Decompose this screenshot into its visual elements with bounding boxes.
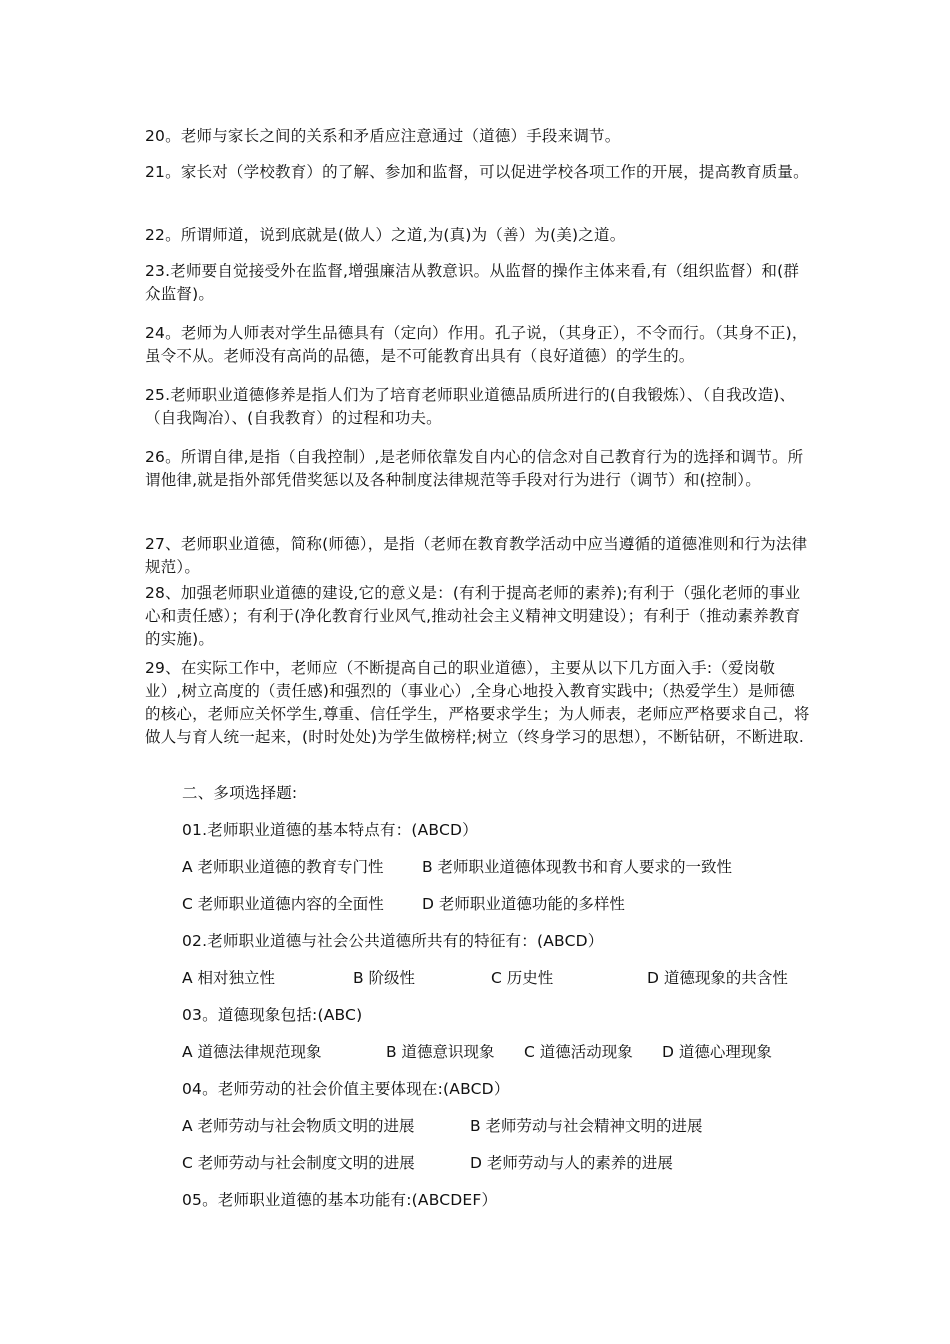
item-24: 24。老师为人师表对学生品德具有（定向）作用。孔子说，（其身正），不令而行。（其身不正)，虽令不从。老师没有高尚的品德，是不可能教育出具有（良好道德）的学生的。 — [145, 324, 808, 365]
mc-04-stem: 04。老师劳动的社会价值主要体现在:(ABCD） — [182, 1080, 510, 1098]
mc-04-option-d: D 老师劳动与人的素养的进展 — [470, 1154, 673, 1172]
mc-05-stem: 05。老师职业道德的基本功能有:(ABCDEF） — [182, 1191, 498, 1209]
mc-01-option-b: B 老师职业道德体现教书和育人要求的一致性 — [422, 858, 733, 876]
item-21: 21。家长对（学校教育）的了解、参加和监督，可以促进学校各项工作的开展，提高教育质量。 — [145, 163, 809, 181]
mc-02-option-a: A 相对独立性 — [182, 969, 276, 987]
item-28: 28、加强老师职业道德的建设,它的意义是：(有利于提高老师的素养);有利于（强化老师的事业心和责任感）；有利于(净化教育行业风气,推动社会主义精神文明建设）；有利于（推动素养教育的实施)。 — [145, 584, 801, 648]
mc-03-option-c: C 道德活动现象 — [524, 1043, 633, 1061]
item-29: 29、在实际工作中，老师应（不断提高自己的职业道德），主要从以下几方面入手:（爱岗敬业）,树立高度的（责任感)和强烈的（事业心）,全身心地投入教育实践中;（热爱学生）是师德的核心，老师应关怀学生,尊重、信任学生，严格要求学生；为人师表，老师应严格要求自己，将做人与育人统一起来，(时时处处)为学生做榜样;树立（终身学习的思想），不断钻研，不断进取. — [145, 659, 810, 746]
mc-04-option-c: C 老师劳动与社会制度文明的进展 — [182, 1154, 415, 1172]
mc-03-option-b: B 道德意识现象 — [386, 1043, 495, 1061]
mc-04-option-b: B 老师劳动与社会精神文明的进展 — [470, 1117, 703, 1135]
item-23: 23.老师要自觉接受外在监督,增强廉洁从教意识。从监督的操作主体来看,有（组织监督）和(群众监督)。 — [145, 262, 800, 303]
mc-03-option-d: D 道德心理现象 — [662, 1043, 772, 1061]
mc-03-stem: 03。道德现象包括:(ABC) — [182, 1006, 363, 1024]
mc-02-option-d: D 道德现象的共含性 — [647, 969, 788, 987]
mc-04-option-a: A 老师劳动与社会物质文明的进展 — [182, 1117, 415, 1135]
item-22: 22。所谓师道，说到底就是(做人）之道,为(真)为（善）为(美)之道。 — [145, 226, 626, 244]
mc-01-option-c: C 老师职业道德内容的全面性 — [182, 895, 384, 913]
mc-02-stem: 02.老师职业道德与社会公共道德所共有的特征有：(ABCD） — [182, 932, 604, 950]
section-title: 二、多项选择题: — [182, 784, 298, 802]
item-26: 26。所谓自律,是指（自我控制）,是老师依靠发自内心的信念对自己教育行为的选择和调节。所谓他律,就是指外部凭借奖惩以及各种制度法律规范等手段对行为进行（调节）和(控制）。 — [145, 448, 804, 489]
item-25: 25.老师职业道德修养是指人们为了培育老师职业道德品质所进行的(自我锻炼）、（自我改造)、（自我陶冶）、(自我教育）的过程和功夫。 — [145, 386, 796, 427]
mc-02-option-b: B 阶级性 — [353, 969, 416, 987]
item-27: 27、老师职业道德，简称(师德），是指（老师在教育教学活动中应当遵循的道德准则和行为法律规范）。 — [145, 535, 808, 576]
mc-01-stem: 01.老师职业道德的基本特点有：(ABCD） — [182, 821, 478, 839]
mc-03-option-a: A 道德法律规范现象 — [182, 1043, 322, 1061]
mc-02-option-c: C 历史性 — [491, 969, 554, 987]
mc-01-option-a: A 老师职业道德的教育专门性 — [182, 858, 384, 876]
mc-01-option-d: D 老师职业道德功能的多样性 — [422, 895, 625, 913]
item-20: 20。老师与家长之间的关系和矛盾应注意通过（道德）手段来调节。 — [145, 127, 621, 145]
